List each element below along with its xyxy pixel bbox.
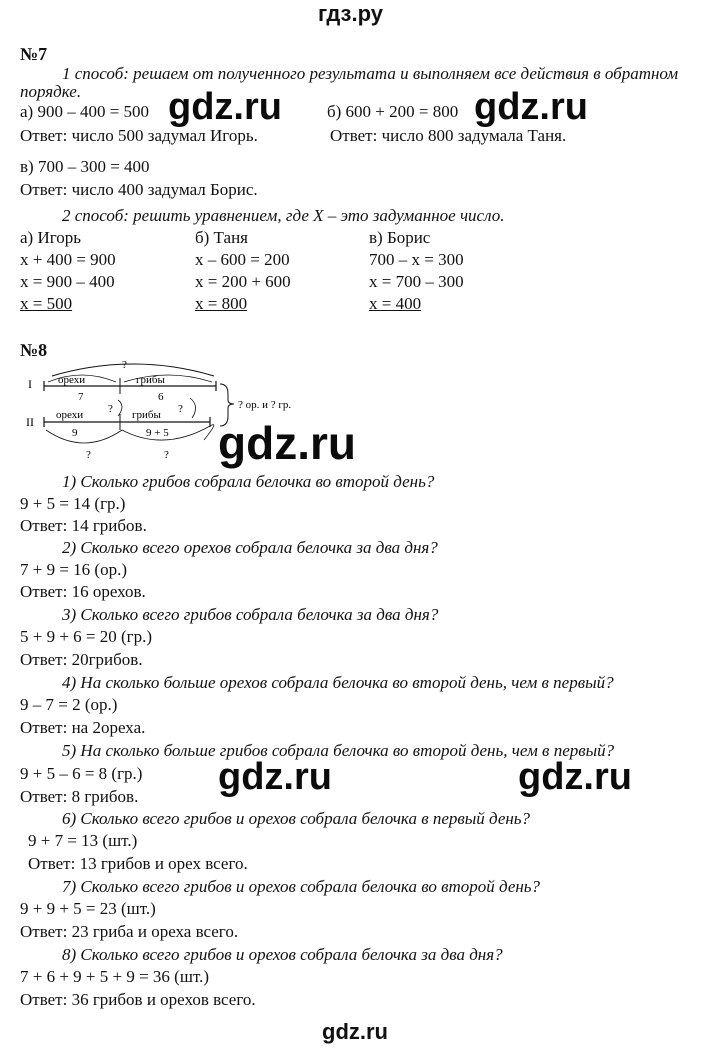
col-a-line1: x + 400 = 900 — [20, 250, 116, 269]
watermark-2: gdz.ru — [474, 86, 588, 128]
diagram-q-mush: ? — [178, 403, 183, 415]
step6-question: 6) Сколько всего грибов и орехов собрала белочка в первый день? — [62, 809, 531, 828]
diagram-m1: 6 — [158, 391, 164, 403]
step6-equation: 9 + 7 = 13 (шт.) — [28, 831, 138, 850]
col-b-line2: x = 200 + 600 — [195, 272, 291, 291]
step2-answer: Ответ: 16 орехов. — [20, 582, 146, 601]
step1-answer: Ответ: 14 грибов. — [20, 516, 147, 535]
task7-number: №7 — [20, 44, 48, 64]
task8-number: №8 — [20, 340, 48, 360]
step5-answer: Ответ: 8 грибов. — [20, 787, 139, 806]
step3-equation: 5 + 9 + 6 = 20 (гр.) — [20, 627, 153, 646]
step8-answer: Ответ: 36 грибов и орехов всего. — [20, 990, 256, 1009]
step3-answer: Ответ: 20грибов. — [20, 650, 143, 669]
step3-question: 3) Сколько всего грибов собрала белочка за два дня? — [62, 605, 439, 624]
step7-question: 7) Сколько всего грибов и орехов собрала белочка во второй день? — [62, 877, 541, 896]
task7-method1-line1: 1 способ: решаем от полученного результата и выполняем все действия в обратном — [62, 64, 679, 83]
col-v-line1: 700 – x = 300 — [369, 250, 464, 269]
step7-equation: 9 + 9 + 5 = 23 (шт.) — [20, 899, 156, 918]
step8-equation: 7 + 6 + 9 + 5 + 9 = 36 (шт.) — [20, 967, 210, 986]
diagram-row2-label: II — [26, 415, 34, 429]
col-a-title: а) Игорь — [20, 228, 82, 247]
task7-v-equation: в) 700 – 300 = 400 — [20, 157, 150, 176]
step2-equation: 7 + 9 = 16 (ор.) — [20, 560, 127, 579]
diagram-nuts-row1: орехи — [58, 374, 86, 386]
diagram-q-bottom-left: ? — [86, 449, 91, 461]
col-b-title: б) Таня — [195, 228, 248, 247]
task7-method2: 2 способ: решить уравнением, где Х – это задуманное число. — [62, 206, 505, 225]
diagram-q-bottom-right: ? — [164, 449, 169, 461]
arc-bottom-nuts — [46, 430, 122, 443]
task7-a-equation: а) 900 – 400 = 500 — [20, 102, 150, 121]
step2-question: 2) Сколько всего орехов собрала белочка за два дня? — [62, 538, 438, 557]
col-a-line2: x = 900 – 400 — [20, 272, 115, 291]
task7-v-answer: Ответ: число 400 задумал Борис. — [20, 180, 258, 199]
col-b-line1: x – 600 = 200 — [195, 250, 290, 269]
watermark-3: gdz.ru — [218, 417, 356, 469]
step1-equation: 9 + 5 = 14 (гр.) — [20, 494, 126, 513]
diagram-n2: 9 — [72, 427, 78, 439]
arrow-nuts — [118, 400, 122, 416]
step6-answer: Ответ: 13 грибов и орех всего. — [28, 854, 248, 873]
task7-b-equation: б) 600 + 200 = 800 — [327, 102, 459, 121]
watermark-1: gdz.ru — [168, 86, 282, 128]
step5-equation: 9 + 5 – 6 = 8 (гр.) — [20, 764, 143, 783]
arrow-mush — [190, 398, 196, 418]
col-v-line2: x = 700 – 300 — [369, 272, 464, 291]
step8-question: 8) Сколько всего грибов и орехов собрала белочка за два дня? — [62, 945, 503, 964]
diagram-nuts-row2: орехи — [56, 409, 84, 421]
diagram-n1: 7 — [78, 391, 84, 403]
col-v-title: в) Борис — [369, 228, 431, 247]
step5-question: 5) На сколько больше грибов собрала белочка во второй день, чем в первый? — [62, 741, 615, 760]
diagram-q-top: ? — [122, 359, 127, 371]
task7-method1-line2: порядке. — [20, 82, 82, 101]
watermark-5: gdz.ru — [518, 756, 632, 798]
watermark-4: gdz.ru — [218, 756, 332, 798]
step4-answer: Ответ: на 2ореха. — [20, 718, 146, 737]
task7-a-answer: Ответ: число 500 задумал Игорь. — [20, 126, 258, 145]
diagram-m2: 9 + 5 — [146, 427, 169, 439]
page-footer: gdz.ru — [322, 1019, 388, 1044]
step1-question: 1) Сколько грибов собрала белочка во второй день? — [62, 472, 435, 491]
step7-answer: Ответ: 23 гриба и ореха всего. — [20, 922, 239, 941]
diagram-row1-label: I — [28, 377, 32, 391]
page-header: гдз.ру — [318, 1, 383, 26]
diagram-mush-row1: грибы — [136, 374, 165, 386]
col-v-result: x = 400 — [369, 294, 422, 313]
col-b-result: x = 800 — [195, 294, 248, 313]
task7-b-answer: Ответ: число 800 задумала Таня. — [330, 126, 567, 145]
col-a-result: x = 500 — [20, 294, 73, 313]
diagram-mush-row2: грибы — [132, 409, 161, 421]
step4-equation: 9 – 7 = 2 (ор.) — [20, 695, 118, 714]
diagram-brace-label: ? ор. и ? гр. — [238, 399, 292, 411]
step4-question: 4) На сколько больше орехов собрала белочка во второй день, чем в первый? — [62, 673, 614, 692]
diagram-q-nuts: ? — [108, 403, 113, 415]
